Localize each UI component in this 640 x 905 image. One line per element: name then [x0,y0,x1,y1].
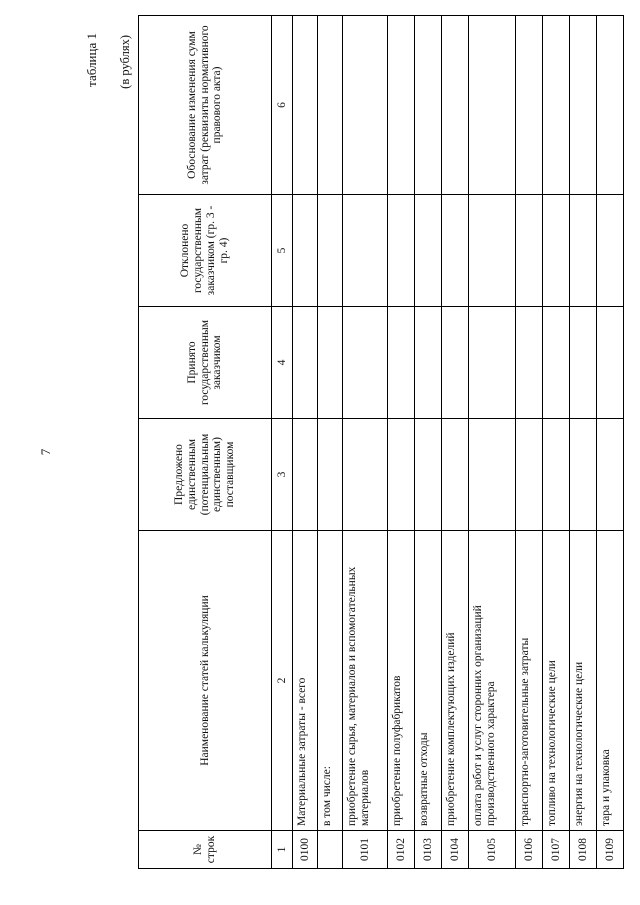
value-cell [343,419,388,531]
header-item-name: Наименование статей калькуляции [139,531,272,831]
value-cell [597,419,624,531]
value-cell [293,419,318,531]
table-row [442,16,469,869]
table-row [388,16,415,869]
header-row-number: № строк [139,831,272,869]
table-label: таблица 1 [84,33,99,87]
header-rejected: Отклонено государственным заказчиком (гр. 3 - гр. 4) [139,195,272,307]
row-code: 0100 [293,831,318,869]
column-number: 2 [272,531,293,831]
row-code: 0101 [343,831,388,869]
column-number: 3 [272,419,293,531]
calculation-table [138,15,624,869]
value-cell [293,16,318,195]
value-cell [543,195,570,307]
row-name: тара и упаковка [597,531,624,831]
value-cell [343,16,388,195]
rotated-page-content [80,13,616,893]
column-number: 6 [272,16,293,195]
value-cell [543,419,570,531]
row-code: 0102 [388,831,415,869]
row-name: приобретение сырья, материалов и вспомогательных материалов [343,531,388,831]
value-cell [415,16,442,195]
row-name: возвратные отходы [415,531,442,831]
row-code: 0104 [442,831,469,869]
row-name: приобретение комплектующих изделий [442,531,469,831]
column-number-row [272,16,293,869]
value-cell [388,16,415,195]
row-code: 0105 [469,831,516,869]
value-cell [570,195,597,307]
row-name: Материальные затраты - всего [293,531,318,831]
header-row [139,16,272,869]
table-row [415,16,442,869]
value-cell [388,419,415,531]
value-cell [293,307,318,419]
row-code: 0109 [597,831,624,869]
row-name: энергия на технологические цели [570,531,597,831]
value-cell [516,16,543,195]
value-cell [318,419,343,531]
value-cell [469,195,516,307]
row-code: 0108 [570,831,597,869]
value-cell [597,16,624,195]
value-cell [469,307,516,419]
header-accepted: Принято государственным заказчиком [139,307,272,419]
units-label: (в рублях) [118,35,132,89]
row-name: в том числе: [318,531,343,831]
value-cell [415,307,442,419]
table-row [570,16,597,869]
value-cell [293,195,318,307]
value-cell [343,307,388,419]
table-row [469,16,516,869]
value-cell [597,307,624,419]
row-name: транспортно-заготовительные затраты [516,531,543,831]
table-row [597,16,624,869]
column-number: 5 [272,195,293,307]
value-cell [318,307,343,419]
value-cell [516,419,543,531]
value-cell [597,195,624,307]
value-cell [318,16,343,195]
page-number: 7 [38,448,53,456]
value-cell [516,195,543,307]
row-code: 0103 [415,831,442,869]
value-cell [543,307,570,419]
row-code: 0107 [543,831,570,869]
value-cell [442,195,469,307]
value-cell [442,307,469,419]
value-cell [570,419,597,531]
column-number: 4 [272,307,293,419]
value-cell [570,16,597,195]
value-cell [442,419,469,531]
value-cell [415,419,442,531]
value-cell [570,307,597,419]
row-name: топливо на технологические цели [543,531,570,831]
value-cell [415,195,442,307]
table-row [543,16,570,869]
row-code: 0106 [516,831,543,869]
row-name: оплата работ и услуг сторонних организаций производственного характера [469,531,516,831]
table-row [343,16,388,869]
value-cell [318,195,343,307]
row-name: приобретение полуфабрикатов [388,531,415,831]
value-cell [388,307,415,419]
value-cell [469,419,516,531]
value-cell [442,16,469,195]
column-number: 1 [272,831,293,869]
table-row [293,16,318,869]
header-justification: Обоснование изменения сумм затрат (реквизиты нормативного правового акта) [139,16,272,195]
value-cell [516,307,543,419]
table-row [516,16,543,869]
value-cell [469,16,516,195]
row-code [318,831,343,869]
value-cell [543,16,570,195]
table-row [318,16,343,869]
value-cell [343,195,388,307]
header-proposed: Предложено единственным (потенциальным единственным) поставщиком [139,419,272,531]
value-cell [388,195,415,307]
